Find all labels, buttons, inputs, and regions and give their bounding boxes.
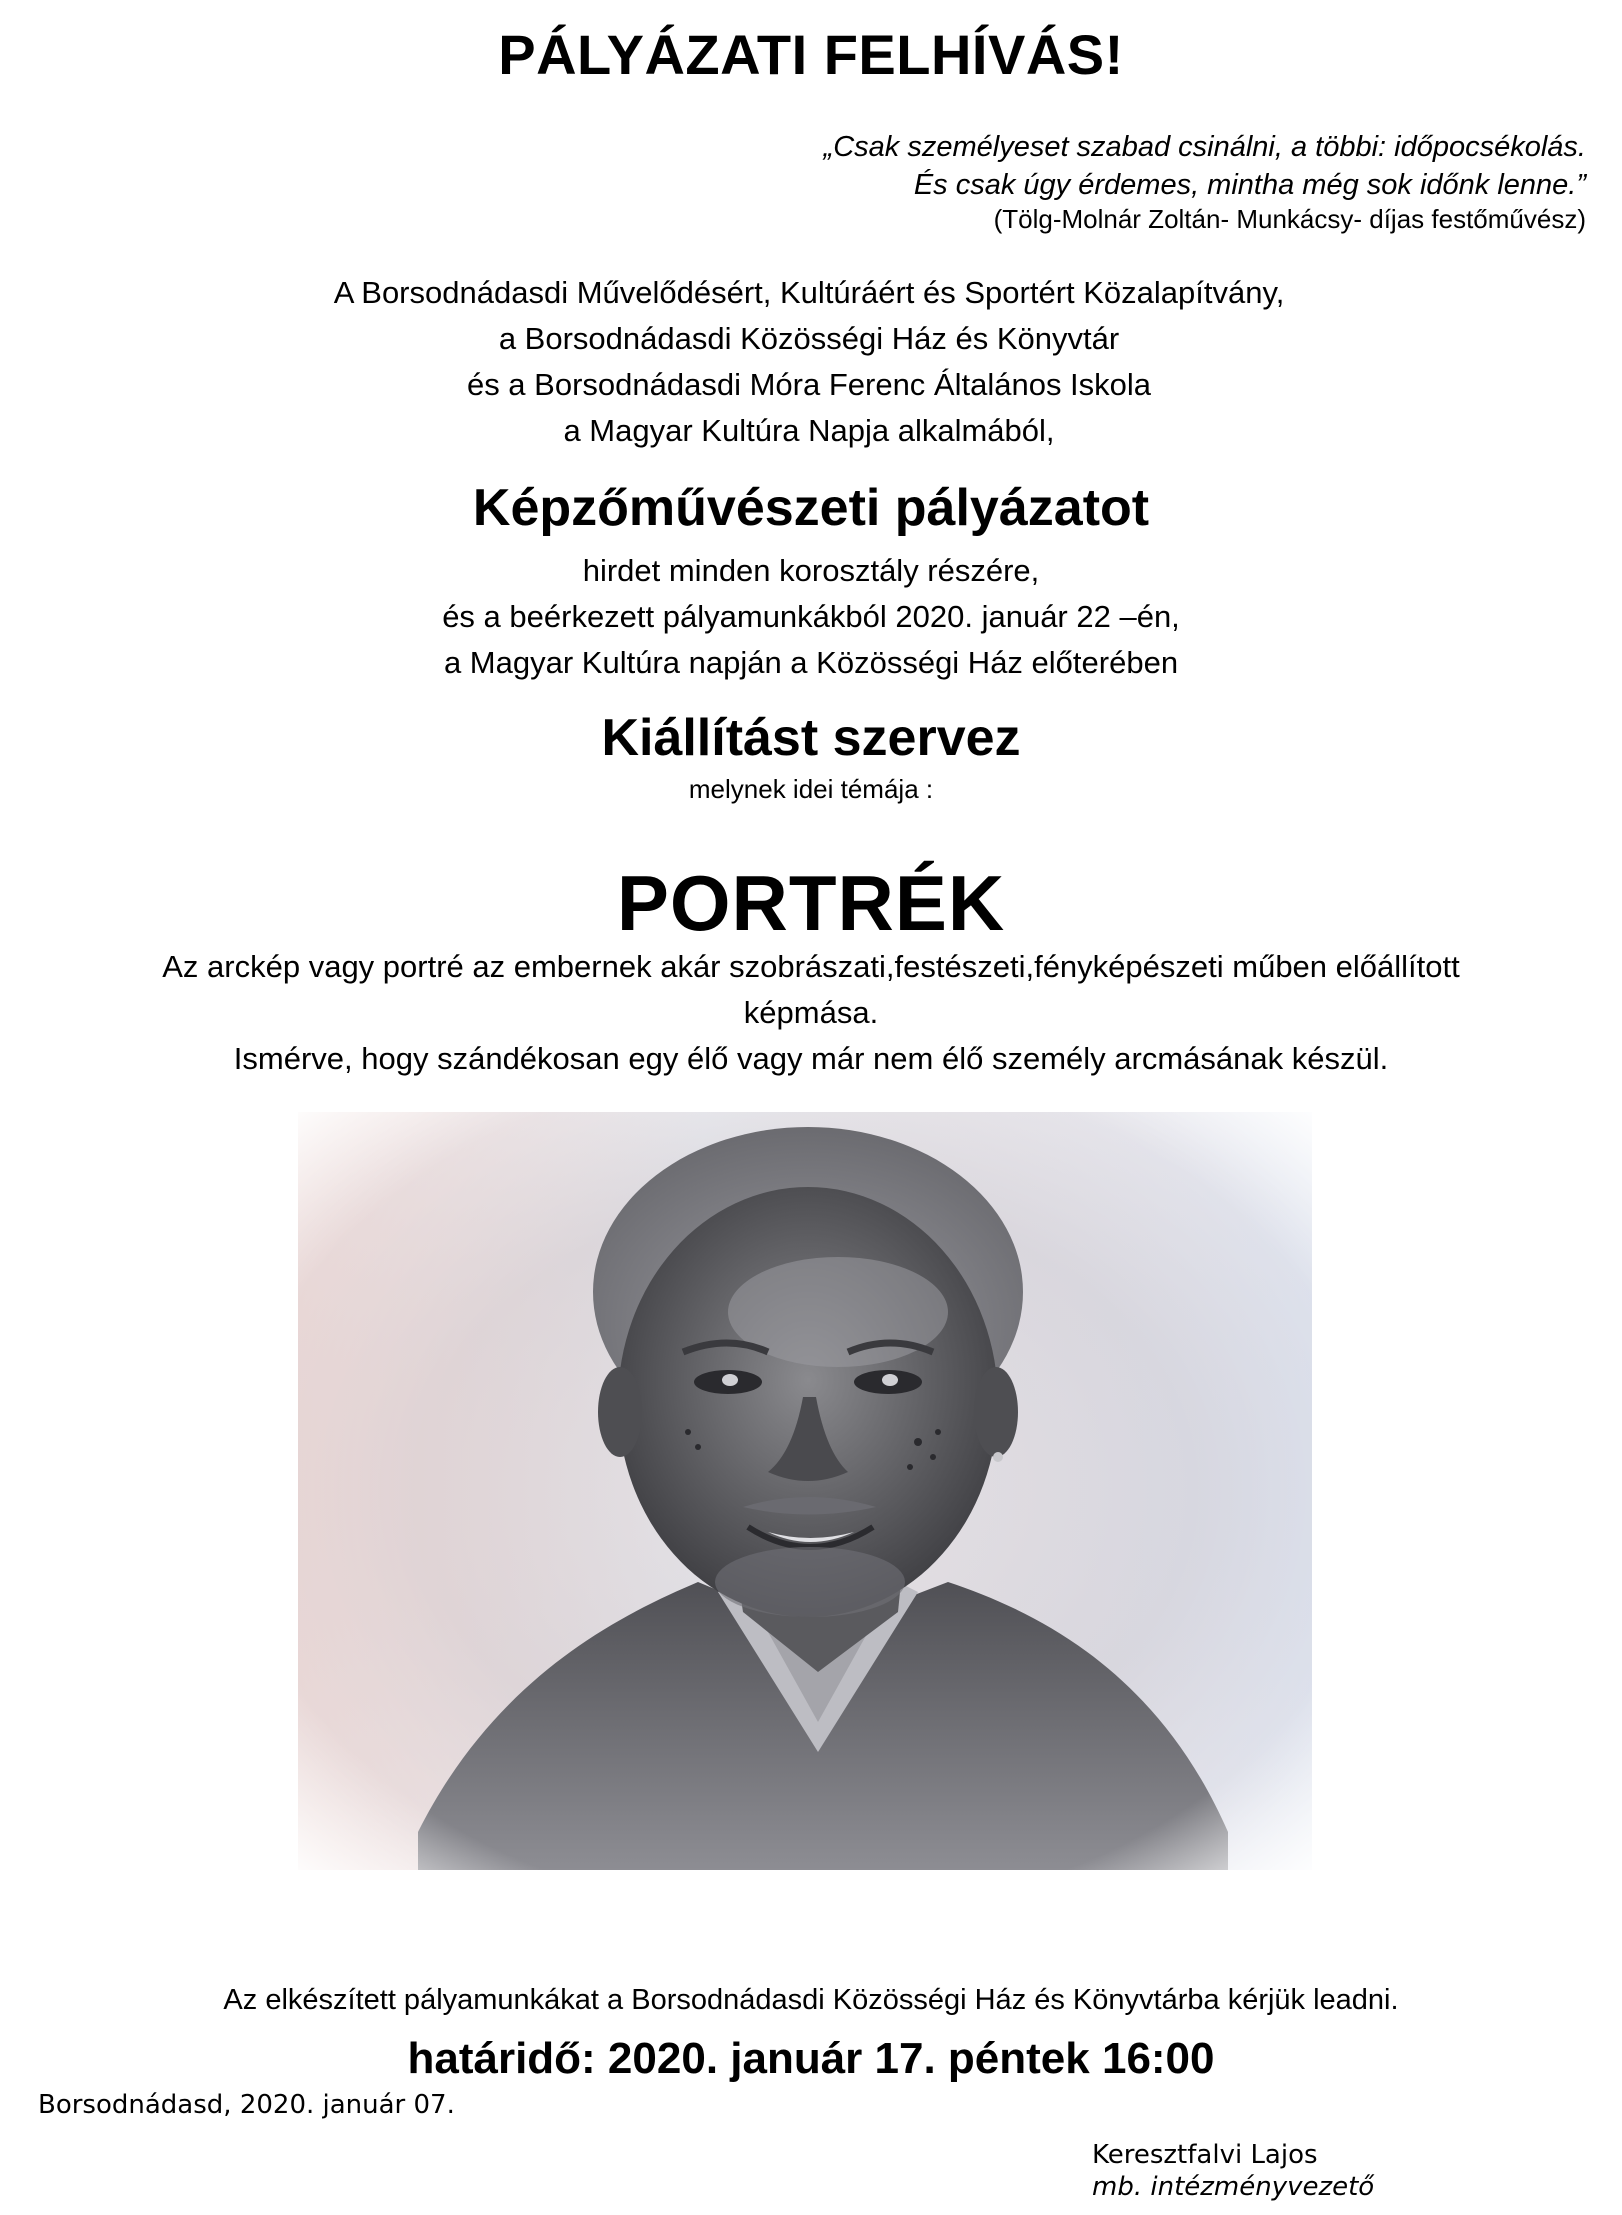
portrait-drawing bbox=[298, 1112, 1312, 1870]
exhibition-heading: Kiállítást szervez bbox=[601, 709, 1021, 767]
theme-desc-line: Ismérve, hogy szándékosan egy élő vagy már nem élő személy arcmásának készül. bbox=[233, 1041, 1389, 1076]
theme-heading: PORTRÉK bbox=[616, 859, 1006, 947]
submission-text: Az elkészített pályamunkákat a Borsodnádasdi Közösségi Ház és Könyvtárba kérjük leadni. bbox=[223, 1984, 1399, 2016]
competition-text bbox=[0, 548, 1622, 686]
organizer-line: a Borsodnádasdi Közösségi Ház és Könyvtár bbox=[498, 321, 1120, 356]
theme-description bbox=[0, 944, 1622, 1082]
signer-title: mb. intézményvezető bbox=[1092, 2172, 1375, 2202]
organizer-line: A Borsodnádasdi Művelődésért, Kultúráért és Sportért Közalapítvány, bbox=[333, 275, 1285, 310]
competition-line: hirdet minden korosztály részére, bbox=[582, 553, 1040, 588]
competition-heading: Képzőművészeti pályázatot bbox=[472, 479, 1150, 537]
signer-name: Keresztfalvi Lajos bbox=[1092, 2140, 1318, 2170]
theme-desc-line: Az arckép vagy portré az embernek akár szobrászati,festészeti,fényképészeti műben előállított bbox=[162, 949, 1460, 984]
page-title: PÁLYÁZATI FELHÍVÁS! bbox=[498, 23, 1124, 86]
deadline: határidő: 2020. január 17. péntek 16:00 bbox=[407, 2034, 1215, 2083]
organizer-line: a Magyar Kultúra Napja alkalmából, bbox=[563, 413, 1055, 448]
quote bbox=[824, 128, 1586, 204]
organizers-block bbox=[0, 270, 1622, 454]
quote-line: „Csak személyeset szabad csinálni, a többi: időpocsékolás. bbox=[823, 131, 1586, 163]
exhibition-subtitle: melynek idei témája : bbox=[688, 774, 934, 804]
organizer-line: és a Borsodnádasdi Móra Ferenc Általános Iskola bbox=[466, 367, 1152, 402]
competition-line: a Magyar Kultúra napján a Közösségi Ház előterében bbox=[443, 645, 1179, 680]
quote-author: (Tölg-Molnár Zoltán- Munkácsy- díjas festőművész) bbox=[993, 204, 1586, 234]
competition-line: és a beérkezett pályamunkákból 2020. január 22 –én, bbox=[442, 599, 1180, 634]
quote-line: És csak úgy érdemes, mintha még sok időnk lenne.” bbox=[913, 169, 1586, 201]
theme-desc-line: képmása. bbox=[743, 995, 879, 1030]
place-date: Borsodnádasd, 2020. január 07. bbox=[38, 2090, 455, 2120]
